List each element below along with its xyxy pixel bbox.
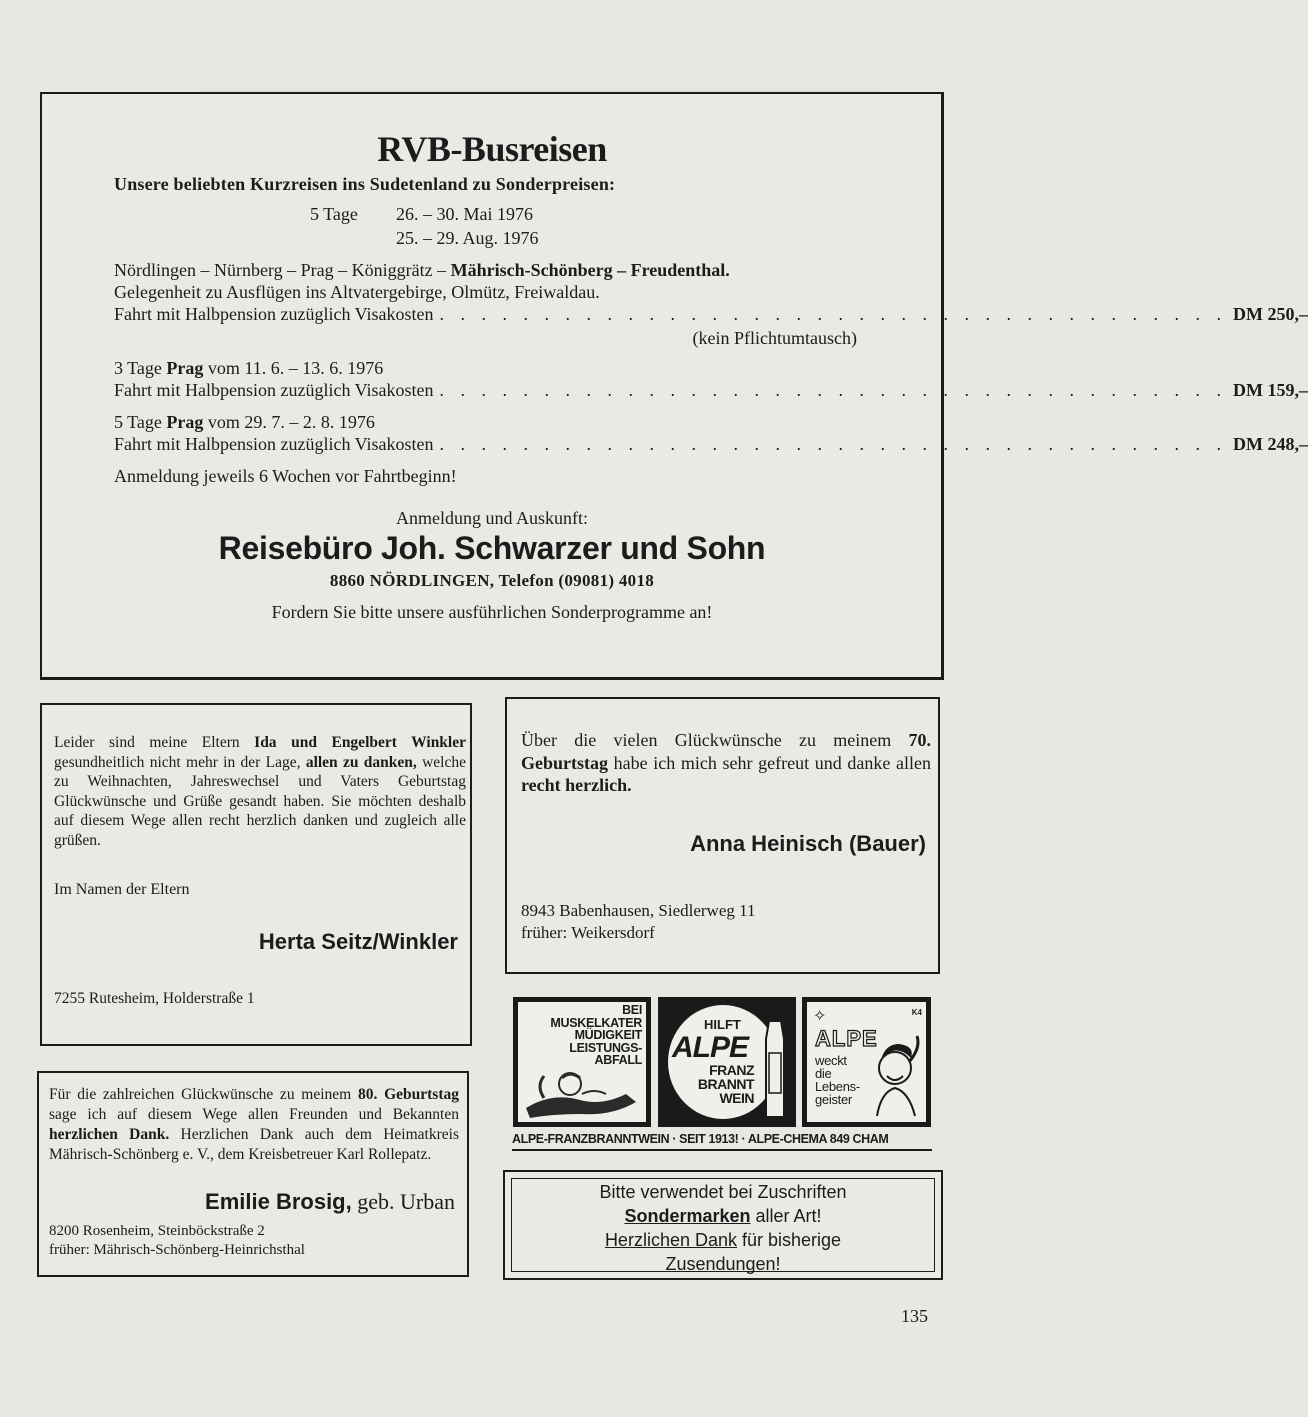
alpe-panel-3-line: geister (815, 1092, 852, 1107)
rvb-trip-1-text: Fahrt mit Halbpension zuzüglich Visakosten (114, 304, 434, 324)
brosig-body (49, 1085, 459, 1165)
rvb-deadline: Anmeldung jeweils 6 Wochen vor Fahrtbeginn! (114, 466, 457, 486)
cheerful-person-illustration (869, 1032, 923, 1118)
alpe-panel-2-line: WEIN (719, 1090, 754, 1106)
rvb-trip-3-leader: . . . . . . . . . . . . . . . . . . . . . . . . . . . . . . . . . . . . . . (439, 434, 1228, 454)
brosig-body-3: Herzlichen Dank auch dem Heimatkreis Mährisch-Schönberg e. V., dem Kreisbetreuer Karl Rollepatz. (49, 1126, 459, 1163)
alpe-panel-2-line: BRANNT (697, 1076, 754, 1092)
alpe-panel-1-line: MÜDIGKEIT (574, 1028, 642, 1042)
brosig-maiden-name: geb. Urban (351, 1189, 455, 1214)
stamps-request-notice (503, 1170, 943, 1280)
rvb-trip-2-dates: vom 11. 6. – 13. 6. 1976 (203, 358, 384, 378)
rvb-trip-2-header (114, 358, 383, 379)
alpe-panel-3-line: Lebens- (815, 1079, 860, 1094)
alpe-panel-1-line: MUSKELKATER (550, 1015, 642, 1030)
rvb-trip-3 (114, 434, 1308, 455)
stamps-line-3-rest: für bisherige (737, 1230, 842, 1250)
rvb-trip-2 (114, 380, 1308, 401)
winkler-parents-names: Ida und Engelbert Winkler (254, 734, 466, 751)
rvb-note-1: (kein Pflichtumtausch) (692, 328, 857, 348)
winkler-address: 7255 Rutesheim, Holderstraße 1 (54, 990, 255, 1007)
brosig-body-1: Für die zahlreichen Glückwünsche zu meinem (49, 1086, 358, 1103)
rvb-agency-address: 8860 NÖRDLINGEN, Telefon (09081) 4018 (329, 571, 655, 590)
rvb-excursion: Gelegenheit zu Ausflügen ins Altvatergebirge, Olmütz, Freiwaldau. (114, 282, 600, 302)
rvb-trip-2-city: Prag (166, 358, 204, 378)
rvb-trip-1 (114, 304, 1308, 325)
rvb-contact-label: Anmeldung und Auskunft: (396, 508, 588, 528)
rvb-trip-2-leader: . . . . . . . . . . . . . . . . . . . . . . . . . . . . . . . . . . . . . . (439, 380, 1228, 400)
stamps-sondermarken: Sondermarken (624, 1206, 751, 1226)
winkler-body-3: welche zu Weihnachten, Jahreswechsel und Vaters Geburtstag Glückwünsche und Grüße gesandt haben. Sie möchten deshalb auf diesem Wege allen recht herzlich danken und zugleich alle grüßen. (54, 753, 466, 849)
heinisch-thanks-phrase: recht herzlich. (521, 775, 632, 795)
rvb-trip-3-dates: vom 29. 7. – 2. 8. 1976 (203, 412, 375, 432)
winkler-body-2: gesundheitlich nicht mehr in der Lage, (54, 753, 306, 771)
page-number: 135 (901, 1306, 928, 1326)
rvb-price-3: DM 248,– (1233, 434, 1308, 454)
rvb-date-1: 26. – 30. Mai 1976 (396, 204, 533, 224)
winkler-thanks-notice (40, 703, 472, 1046)
rvb-dates-label: 5 Tage (310, 204, 358, 224)
alpe-panel-2 (658, 997, 796, 1127)
heinisch-birthday: 70. Geburtstag (521, 730, 931, 773)
brosig-birthday: 80. Geburtstag (357, 1086, 459, 1103)
rvb-price-2: DM 159,– (1233, 380, 1308, 400)
alpe-panel-1-inner (518, 1002, 646, 1122)
rvb-trip-3-header (114, 412, 375, 433)
stamps-line-2 (505, 1206, 941, 1227)
winkler-thanks-phrase: allen zu danken, (305, 753, 417, 771)
rvb-busreisen-ad (40, 92, 1308, 680)
rvb-trip-3-pre: 5 Tage (114, 412, 167, 432)
brosig-former-address: früher: Mährisch-Schönberg-Heinrichsthal (49, 1242, 305, 1258)
stamps-line-4: Zusendungen! (665, 1254, 781, 1274)
brosig-thanks-phrase: herzlichen Dank. (49, 1126, 170, 1143)
stamps-line-1: Bitte verwendet bei Zuschriften (599, 1182, 847, 1202)
alpe-footer-line: ALPE-FRANZBRANNTWEIN · SEIT 1913! · ALPE-CHEMA 849 CHAM (512, 1132, 889, 1146)
alpe-panel-2-line: FRANZ (709, 1062, 754, 1078)
rvb-trip-1-leader: . . . . . . . . . . . . . . . . . . . . . . . . . . . . . . . . . . . . . . (439, 304, 1228, 324)
star-icon: ✧ (813, 1008, 827, 1025)
alpe-panel-1-line: BEI (622, 1003, 642, 1017)
alpe-panel-3-inner (807, 1002, 926, 1122)
winkler-body (54, 733, 466, 851)
rvb-agency-name: Reisebüro Joh. Schwarzer und Sohn (218, 530, 766, 566)
rvb-subtitle: Unsere beliebten Kurzreisen ins Sudetenland zu Sonderpreisen: (114, 174, 616, 194)
heinisch-former-address: früher: Weikersdorf (521, 923, 655, 942)
brosig-thanks-notice (37, 1071, 469, 1277)
alpe-panel-3 (802, 997, 931, 1127)
tired-person-illustration (522, 1064, 642, 1120)
heinisch-thanks-notice (505, 697, 940, 974)
rvb-route (114, 260, 730, 281)
brosig-name: Emilie Brosig, (205, 1189, 352, 1214)
alpe-panel-1-line: ABFALL (594, 1053, 642, 1067)
alpe-panel-2-product (698, 1063, 754, 1105)
rvb-trip-2-pre: 3 Tage (114, 358, 167, 378)
stamps-line-3 (505, 1230, 941, 1251)
heinisch-address: 8943 Babenhausen, Siedlerweg 11 (521, 901, 756, 920)
rvb-price-1: DM 250,– (1233, 304, 1308, 324)
heinisch-body-2: habe ich mich sehr gefreut und danke allen (608, 752, 931, 773)
rvb-call-to-action: Fordern Sie bitte unsere ausführlichen Sonderprogramme an! (271, 602, 713, 622)
winkler-signature-name: Herta Seitz/Winkler (258, 929, 458, 954)
winkler-body-1: Leider sind meine Eltern (54, 734, 255, 751)
alpe-panel-3-code: K4 (911, 1008, 922, 1017)
heinisch-signature-name: Anna Heinisch (Bauer) (690, 831, 926, 856)
brosig-signature-name (205, 1189, 455, 1215)
rvb-route-bold: Mährisch-Schönberg – Freudenthal. (450, 260, 730, 280)
brosig-address: 8200 Rosenheim, Steinböckstraße 2 (49, 1223, 265, 1239)
heinisch-body-1: Über die vielen Glückwünsche zu meinem (521, 730, 909, 750)
heinisch-body (521, 729, 931, 797)
rvb-trip-3-city: Prag (166, 412, 204, 432)
rvb-trip-2-text: Fahrt mit Halbpension zuzüglich Visakosten (114, 380, 434, 400)
alpe-panel-1 (513, 997, 651, 1127)
alpe-panel-2-brand: ALPE (672, 1031, 749, 1064)
alpe-ad (510, 997, 932, 1147)
brosig-body-2: sage ich auf diesem Wege allen Freunden und Bekannten (49, 1106, 459, 1123)
rvb-title: RVB-Busreisen (377, 129, 607, 169)
bottle-icon (760, 1003, 790, 1123)
rvb-date-2: 25. – 29. Aug. 1976 (396, 228, 539, 248)
alpe-panel-1-line: LEISTUNGS- (569, 1040, 642, 1055)
stamps-herzlichen-dank: Herzlichen Dank (604, 1230, 737, 1250)
stamps-line-2-rest: aller Art! (750, 1206, 822, 1226)
alpe-footer-rule (512, 1149, 932, 1151)
alpe-panel-3-line: weckt (815, 1053, 847, 1068)
alpe-panel-3-brand: ALPE (815, 1026, 878, 1051)
alpe-panel-3-text (815, 1054, 860, 1106)
alpe-panel-2-top: HILFT (704, 1017, 741, 1032)
rvb-route-plain: Nördlingen – Nürnberg – Prag – Königgrätz – (114, 260, 451, 280)
alpe-panel-1-text (550, 1004, 642, 1067)
winkler-on-behalf: Im Namen der Eltern (54, 881, 190, 898)
alpe-panel-3-line: die (815, 1066, 832, 1081)
rvb-trip-3-text: Fahrt mit Halbpension zuzüglich Visakosten (114, 434, 434, 454)
